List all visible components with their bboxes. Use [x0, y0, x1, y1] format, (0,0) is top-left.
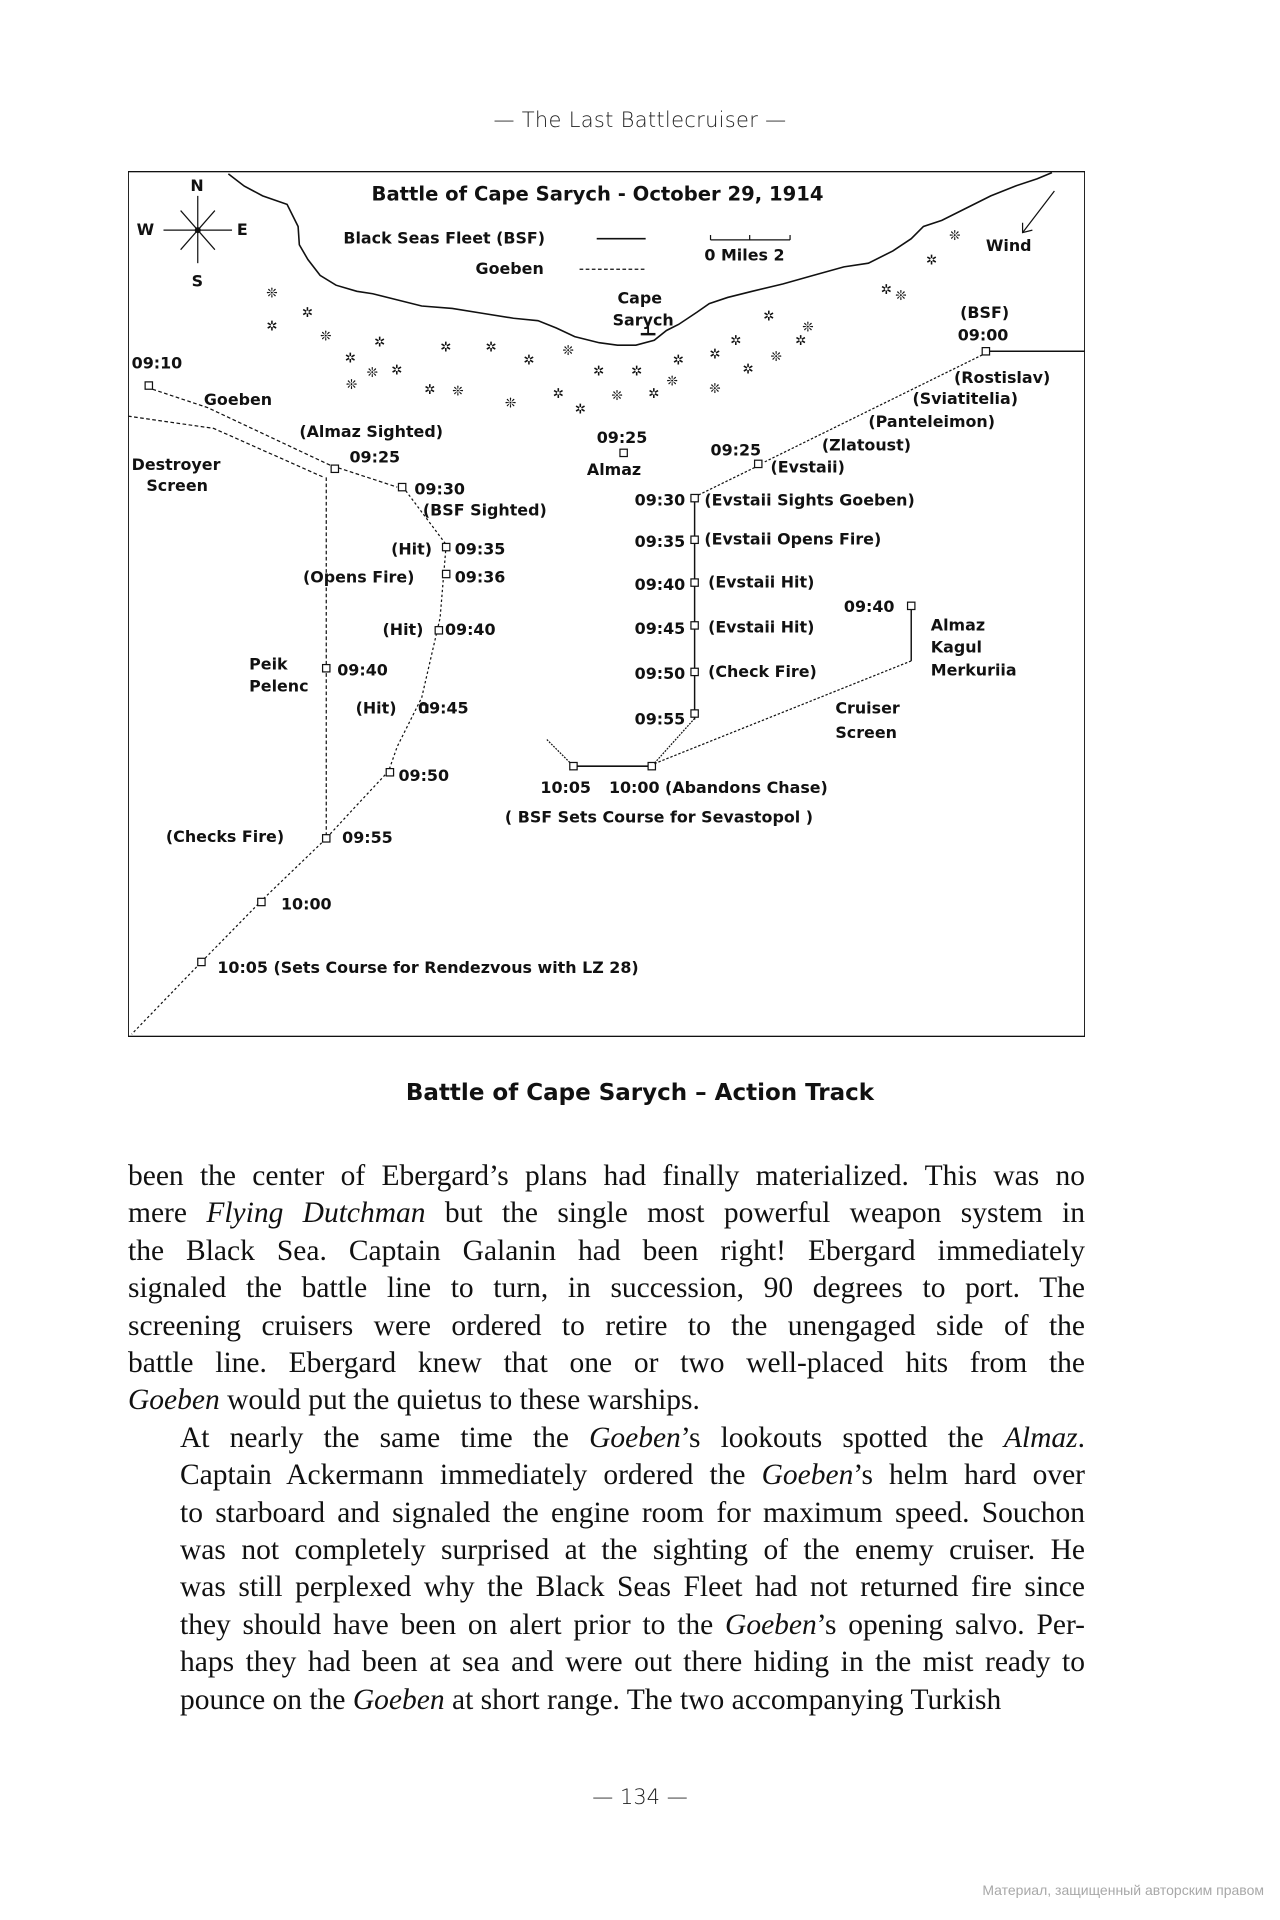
svg-text:❊: ❊	[504, 396, 517, 412]
goeben-hit1: (Hit)	[391, 539, 432, 559]
peik-time: 09:40	[337, 660, 388, 680]
paragraph-2	[128, 1420, 1085, 1719]
bsf-1005: 10:05	[540, 778, 592, 798]
compass-n: N	[190, 175, 204, 195]
ship-sviatitelia: (Sviatitelia)	[912, 388, 1018, 408]
bsf-event-time: 09:40	[634, 574, 686, 594]
svg-text:✲: ✲	[523, 353, 535, 369]
goeben-0945: 09:45	[418, 698, 469, 718]
cruiser-merkuriia: Merkuriia	[930, 660, 1017, 680]
battle-map-figure	[128, 171, 1085, 1037]
cape-label-2: Sarych	[612, 310, 674, 330]
ship-panteleimon: (Panteleimon)	[868, 412, 996, 432]
goeben-0935: 09:35	[454, 539, 506, 559]
svg-text:✲: ✲	[763, 309, 775, 325]
svg-text:✲: ✲	[672, 353, 684, 369]
text-line: mere Flying Dutchman but the single most powerful weapon system in	[128, 1197, 1085, 1230]
text-line: At nearly the same time the Goeben’s lookouts spotted the Almaz.	[180, 1421, 1085, 1454]
text-line: they should have been on alert prior to the Goeben’s opening salvo. Per-	[180, 1608, 1085, 1641]
svg-text:✲: ✲	[440, 340, 452, 356]
scale-label: 0 Miles 2	[704, 245, 785, 265]
svg-text:✲: ✲	[373, 335, 386, 351]
peik-label-2: Pelenc	[249, 676, 309, 696]
svg-text:✲: ✲	[630, 364, 643, 380]
svg-text:❊: ❊	[345, 378, 358, 394]
peik-label-1: Peik	[249, 654, 288, 674]
legend-bsf: Black Seas Fleet (BSF)	[343, 228, 546, 248]
destroyer-screen-2: Screen	[146, 475, 208, 495]
bsf-start-time: 09:00	[957, 325, 1009, 345]
text-line: Goeben would put the quietus to these warships.	[128, 1384, 700, 1417]
ship-zlatoust: (Zlatoust)	[821, 435, 911, 455]
bsf-event-label: (Evstaii Opens Fire)	[704, 529, 882, 549]
text-line: was not completely surprised at the sighting of the enemy cruiser. He	[180, 1534, 1085, 1567]
bsf-event-time: 09:35	[634, 532, 686, 552]
goeben-start-time: 09:10	[131, 353, 183, 373]
bsf-start-label: (BSF)	[960, 303, 1010, 323]
evstaii-time: 09:25	[710, 440, 762, 460]
svg-text:❊: ❊	[666, 374, 678, 390]
cruiser-time: 09:40	[843, 596, 895, 616]
cruiser-almaz: Almaz	[930, 615, 986, 635]
svg-text:❊: ❊	[709, 381, 721, 397]
compass-e: E	[236, 220, 248, 240]
svg-text:✲: ✲	[424, 383, 436, 399]
goeben-bsf-sighted: (BSF Sighted)	[422, 500, 547, 520]
svg-text:✲: ✲	[742, 362, 754, 378]
svg-text:❊: ❊	[949, 228, 961, 244]
bsf-event-label: (Evstaii Hit)	[708, 572, 815, 592]
bsf-event-time: 09:55	[634, 709, 686, 729]
ship-evstaii: (Evstaii)	[770, 457, 845, 477]
svg-text:❊: ❊	[895, 288, 907, 304]
text-line: the Black Sea. Captain Galanin had been right! Ebergard immediately	[128, 1234, 1085, 1267]
text-line: was still perplexed why the Black Seas Fleet had not returned fire since	[180, 1571, 1085, 1604]
svg-text:✲: ✲	[593, 364, 605, 380]
goeben-0950: 09:50	[398, 765, 450, 785]
text-line: Captain Ackermann immediately ordered the Goeben’s helm hard over	[180, 1459, 1085, 1492]
svg-text:✲: ✲	[344, 351, 356, 367]
svg-text:❊: ❊	[562, 343, 574, 359]
map-title: Battle of Cape Sarych - October 29, 1914	[371, 182, 824, 206]
text-line: been the center of Ebergard’s plans had finally materialized. This was no	[128, 1160, 1085, 1192]
bsf-event-time: 09:45	[634, 618, 686, 638]
figure-caption: Battle of Cape Sarych – Action Track	[405, 1080, 875, 1106]
running-head: — The Last Battlecruiser —	[493, 108, 787, 132]
svg-text:✲: ✲	[648, 386, 660, 402]
svg-text:✲: ✲	[301, 306, 314, 322]
goeben-1005: 10:05 (Sets Course for Rendezvous with LZ 28)	[217, 957, 639, 977]
goeben-0936: 09:36	[454, 567, 506, 587]
goeben-0955: 09:55	[342, 828, 393, 848]
text-line: battle line. Ebergard knew that one or two well-placed hits from the	[128, 1347, 1085, 1380]
svg-text:✲: ✲	[794, 334, 807, 350]
svg-text:✲: ✲	[709, 347, 721, 363]
page-number: — 134 —	[592, 1785, 688, 1809]
body-text	[128, 1158, 1085, 1719]
goeben-hit2: (Hit)	[382, 620, 424, 640]
svg-text:❊: ❊	[266, 286, 278, 302]
paragraph-1	[128, 1158, 1085, 1420]
compass-w: W	[136, 220, 155, 240]
cruiser-kagul: Kagul	[930, 637, 982, 657]
text-line: haps they had been at sea and were out there hiding in the mist ready to	[180, 1646, 1085, 1679]
battle-map	[128, 171, 1085, 1037]
ship-rostislav: (Rostislav)	[954, 368, 1051, 388]
cape-label-1: Cape	[617, 288, 663, 308]
cruiser-screen-2: Screen	[835, 723, 897, 743]
svg-text:✲: ✲	[266, 319, 278, 335]
text-line: pounce on the Goeben at short range. The two accompanying Turkish	[180, 1683, 1002, 1716]
svg-text:✲: ✲	[391, 363, 403, 379]
compass-s: S	[191, 271, 204, 291]
goeben-almaz-sighted: (Almaz Sighted)	[299, 421, 444, 441]
legend-goeben: Goeben	[475, 259, 544, 279]
copyright-watermark: Материал, защищенный авторским правом	[982, 1882, 1264, 1898]
goeben-0925: 09:25	[349, 447, 401, 467]
svg-text:❊: ❊	[452, 384, 464, 400]
svg-text:✲: ✲	[485, 340, 497, 356]
goeben-opens-fire: (Opens Fire)	[303, 567, 415, 587]
goeben-0940: 09:40	[444, 620, 496, 640]
svg-text:❊: ❊	[802, 320, 814, 336]
bsf-event-time: 09:50	[634, 664, 686, 684]
cruiser-screen-1: Cruiser	[835, 698, 900, 718]
svg-text:❊: ❊	[366, 365, 378, 381]
svg-text:✲: ✲	[880, 282, 892, 298]
svg-text:❊: ❊	[320, 329, 332, 345]
svg-text:✲: ✲	[574, 402, 586, 418]
goeben-hit3: (Hit)	[355, 698, 397, 718]
goeben-0930: 09:30	[414, 479, 465, 499]
text-line: screening cruisers were ordered to retire to the unengaged side of the	[128, 1309, 1085, 1342]
svg-text:✲: ✲	[552, 386, 564, 402]
almaz-time: 09:25	[596, 428, 648, 448]
svg-text:❊: ❊	[611, 389, 623, 405]
text-line: to starboard and signaled the engine room for maximum speed. Souchon	[180, 1496, 1085, 1529]
goeben-label: Goeben	[203, 390, 273, 410]
svg-text:❊: ❊	[770, 350, 782, 366]
text-line: signaled the battle line to turn, in succession, 90 degrees to port. The	[128, 1272, 1085, 1305]
wind-label: Wind	[985, 235, 1032, 255]
goeben-1000: 10:00	[280, 894, 332, 914]
svg-text:✲: ✲	[730, 334, 742, 350]
destroyer-screen-1: Destroyer	[131, 454, 221, 474]
bsf-event-time: 09:30	[634, 490, 686, 510]
bsf-event-label: (Evstaii Sights Goeben)	[704, 490, 915, 510]
goeben-checks-fire: (Checks Fire)	[165, 827, 285, 847]
almaz-label: Almaz	[586, 459, 642, 479]
bsf-abandons-chase: 10:00 (Abandons Chase)	[608, 778, 828, 798]
bsf-event-label: (Evstaii Hit)	[708, 617, 815, 637]
bsf-event-label: (Check Fire)	[708, 661, 817, 681]
bsf-sevastopol: ( BSF Sets Course for Sevastopol )	[504, 807, 813, 827]
svg-text:✲: ✲	[925, 253, 938, 269]
